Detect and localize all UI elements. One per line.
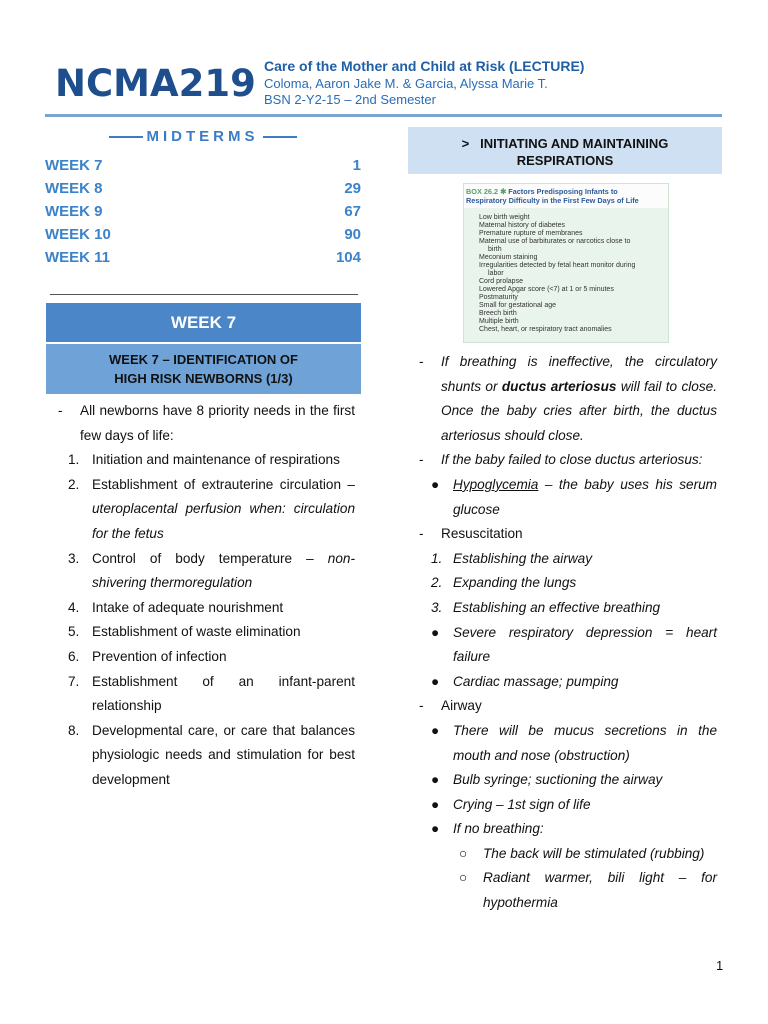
- airway-sublist: [419, 842, 717, 916]
- box-items: Low birth weight Maternal history of diabetes Premature rupture of membranes Maternal use of barbiturates or narcotics close to birth Meconium staining Irregularities detected by fetal heart monitor during labor Cord prolapse Lowered Apgar score (<7) at 1 or 5 minutes Postmaturity Small for gestational age Breech birth Multiple birth Chest, heart, or respiratory tract anomalies: [479, 214, 636, 333]
- heading-line-right: [263, 136, 297, 138]
- toc-page: 67: [344, 203, 361, 220]
- toc-page: 90: [344, 226, 361, 243]
- toc-heading: [95, 128, 310, 145]
- toc-label: WEEK 10: [45, 226, 111, 243]
- intro-text: All newborns have 8 priority needs in the first few days of life:: [80, 403, 355, 443]
- week-banner: WEEK 7: [46, 303, 361, 342]
- list-item: 2. Expanding the lungs: [431, 575, 577, 591]
- heading-line: INITIATING AND MAINTAINING: [480, 136, 669, 151]
- box-label: BOX 26.2: [466, 187, 499, 196]
- list-item: - If the baby failed to close ductus arteriosus:: [419, 452, 703, 468]
- airway-list: [419, 719, 717, 842]
- list-item: ● There will be mucus secretions in the mouth and nose (obstruction): [431, 722, 717, 763]
- toc-label: WEEK 8: [45, 180, 103, 197]
- list-item: 2. Establishment of extrauterine circulation – uteroplacental perfusion when: circulation for the fetus: [68, 476, 355, 541]
- toc-label: WEEK 11: [45, 249, 111, 266]
- section-info: BSN 2-Y2-15 – 2nd Semester: [264, 92, 436, 107]
- priority-needs-section: [58, 399, 355, 793]
- needs-list: [58, 448, 355, 792]
- toc-page: 104: [335, 249, 361, 266]
- section-divider: [50, 294, 358, 295]
- resuscitation-list: [419, 547, 717, 695]
- list-item: 6. Prevention of infection: [68, 648, 227, 664]
- list-item: ● Cardiac massage; pumping: [431, 673, 619, 689]
- week-subtitle-line: HIGH RISK NEWBORNS (1/3): [114, 371, 293, 386]
- heading-line: RESPIRATIONS: [516, 153, 614, 168]
- list-item: - Airway: [419, 698, 482, 714]
- toc-page: 29: [344, 180, 361, 197]
- list-item: 3. Establishing an effective breathing: [431, 599, 661, 615]
- factors-box-figure: [463, 183, 669, 343]
- list-item: 4. Intake of adequate nourishment: [68, 599, 284, 615]
- list-item: ○ Radiant warmer, bili light – for hypothermia: [459, 870, 717, 911]
- header-rule: [45, 114, 722, 117]
- list-item: 8. Developmental care, or care that balances physiologic needs and stimulation for best development: [68, 722, 355, 787]
- toc-label: WEEK 9: [45, 203, 103, 220]
- toc-heading-text: MIDTERMS: [146, 128, 259, 145]
- toc-row[interactable]: [45, 154, 361, 177]
- list-item: - If breathing is ineffective, the circulatory shunts or ductus arteriosus will fail to close. Once the baby cries after birth, the ductus arteriosus should close.: [419, 354, 717, 443]
- bullet-list: [419, 473, 717, 522]
- list-item: ○ The back will be stimulated (rubbing): [459, 845, 705, 861]
- list-item: - All newborns have 8 priority needs in the first few days of life:: [58, 403, 355, 443]
- list-item: ● If no breathing:: [431, 821, 544, 837]
- toc-row[interactable]: [45, 177, 361, 200]
- list-item: 1. Establishing the airway: [431, 550, 593, 566]
- list-item: 1. Initiation and maintenance of respirations: [68, 452, 340, 468]
- box-title: BOX 26.2 ✱ Factors Predisposing Infants to Respiratory Difficulty in the First Few Days of Life: [464, 184, 668, 208]
- list-item: - Resuscitation: [419, 526, 523, 542]
- list-item: ● Hypoglycemia – the baby uses his serum glucose: [431, 476, 717, 517]
- week-subtitle-line: WEEK 7 – IDENTIFICATION OF: [109, 352, 298, 367]
- heading-marker: >: [461, 136, 470, 151]
- respiration-notes: [419, 350, 717, 916]
- page-number: 1: [716, 958, 724, 973]
- table-of-contents: [45, 154, 361, 269]
- box-title-line: Respiratory Difficulty in the First Few Days of Life: [466, 196, 639, 205]
- list-item: 3. Control of body temperature – non-shivering thermoregulation: [68, 550, 355, 591]
- week-subtitle: [46, 344, 361, 394]
- list-item: 7. Establishment of an infant-parent relationship: [68, 673, 355, 714]
- toc-label: WEEK 7: [45, 157, 103, 174]
- course-logo: NCMA219: [55, 62, 256, 105]
- toc-row[interactable]: [45, 223, 361, 246]
- section-heading-box: [408, 127, 722, 174]
- list-item: ● Bulb syringe; suctioning the airway: [431, 772, 663, 788]
- list-item: ● Severe respiratory depression = heart failure: [431, 624, 717, 665]
- toc-row[interactable]: [45, 246, 361, 269]
- authors: Coloma, Aaron Jake M. & Garcia, Alyssa Marie T.: [264, 76, 548, 91]
- heading-line-left: [109, 136, 143, 138]
- toc-row[interactable]: [45, 200, 361, 223]
- list-item: ● Crying – 1st sign of life: [431, 796, 591, 812]
- toc-page: 1: [352, 157, 361, 174]
- course-title: Care of the Mother and Child at Risk (LECTURE): [264, 58, 585, 74]
- list-item: 5. Establishment of waste elimination: [68, 624, 301, 640]
